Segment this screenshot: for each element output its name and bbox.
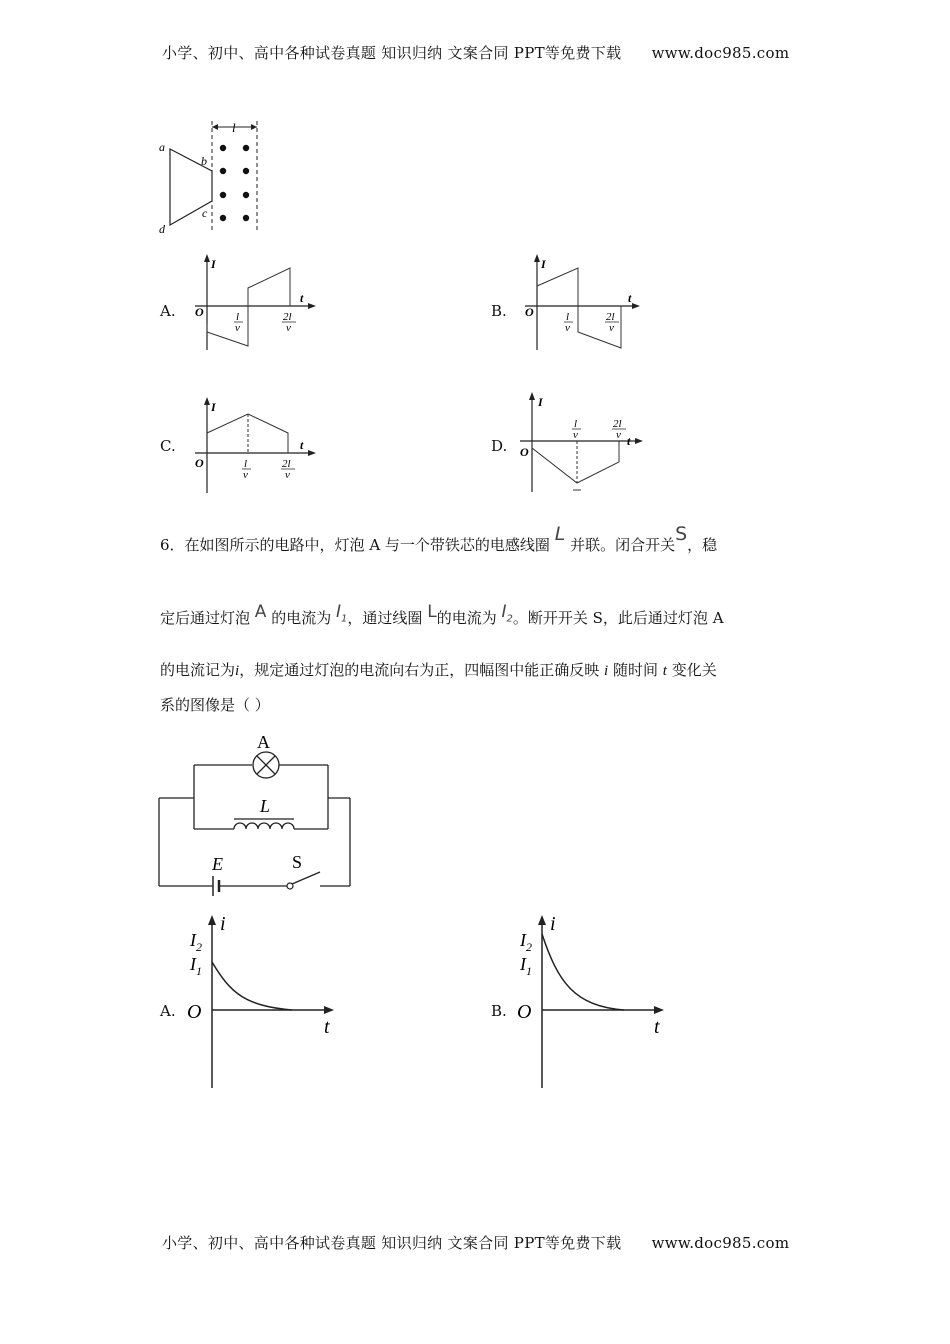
q6-option-b-label[interactable]: B. <box>491 1002 507 1020</box>
label-c: c <box>202 206 208 220</box>
header-site-link[interactable]: www.doc985.com <box>651 44 790 62</box>
prev-option-b-graph[interactable] <box>520 250 650 355</box>
svg-text:I: I <box>538 395 543 409</box>
question-6-line-2: 定后通过灯泡 A 的电流为 $I_1$，通过线圈 L的电流为 $I_2$。断开开关 S，此后通过灯泡 A <box>160 602 724 627</box>
svg-text:I2: $I_2$ <box>190 930 202 954</box>
footer-tagline: 小学、初中、高中各种试卷真题 知识归纳 文案合同 PPT等免费下载 <box>162 1234 622 1252</box>
prev-option-c-graph[interactable] <box>190 393 320 498</box>
svg-text:2l: 2l <box>613 418 622 430</box>
svg-text:O: O <box>517 1001 532 1023</box>
svg-text:t: t <box>628 291 632 305</box>
svg-text:I: I <box>211 400 216 414</box>
svg-text:l: l <box>236 311 240 323</box>
svg-text:v: v <box>243 469 248 481</box>
question-6-line-3: 的电流记为i，规定通过灯泡的电流向右为正，四幅图中能正确反映 i 随时间 t 变化关 <box>160 661 717 679</box>
prev-option-d-graph[interactable] <box>515 388 650 496</box>
svg-text:O: O <box>195 305 204 319</box>
header-tagline: 小学、初中、高中各种试卷真题 知识归纳 文案合同 PPT等免费下载 <box>162 44 622 62</box>
svg-text:t: t <box>627 434 631 448</box>
page-header <box>162 42 789 63</box>
inductor-coil-icon <box>234 823 294 829</box>
svg-text:I1: $I_1$ <box>190 954 202 978</box>
svg-text:i: i <box>220 913 226 935</box>
svg-text:l: l <box>244 458 248 470</box>
svg-text:t: t <box>300 291 304 305</box>
svg-text:v: v <box>573 429 578 441</box>
question-6-line-1: 6．在如图所示的电路中，灯泡 A 与一个带铁芯的电感线圈 L 并联。闭合开关S，稳 <box>160 523 718 554</box>
svg-text:I: I <box>211 257 216 271</box>
label-a: a <box>159 140 165 154</box>
label-d: d <box>159 222 165 236</box>
battery-label: E <box>212 854 223 874</box>
svg-text:I2: $I_2$ <box>520 930 532 954</box>
svg-text:v: v <box>616 429 621 441</box>
label-b: b <box>201 154 207 168</box>
lamp-label: A <box>257 732 270 752</box>
circuit-diagram <box>152 728 362 896</box>
svg-text:v: v <box>285 469 290 481</box>
loop-field-figure <box>150 115 280 240</box>
coil-label: L <box>260 796 271 816</box>
svg-text:2l: 2l <box>606 311 615 323</box>
prev-option-b-label[interactable]: B. <box>491 302 507 320</box>
prev-option-a-graph[interactable] <box>190 250 320 355</box>
svg-text:v: v <box>286 322 291 334</box>
width-label: l <box>232 120 236 135</box>
svg-text:2l: 2l <box>282 458 291 470</box>
svg-text:v: v <box>565 322 570 334</box>
svg-text:l: l <box>574 418 578 430</box>
svg-text:2l: 2l <box>283 311 292 323</box>
svg-text:t: t <box>324 1016 330 1038</box>
svg-text:O: O <box>525 305 534 319</box>
question-6-line-4: 系的图像是（ ） <box>160 696 270 714</box>
footer-site-link[interactable]: www.doc985.com <box>651 1234 790 1252</box>
prev-option-a-label[interactable]: A. <box>160 302 176 320</box>
svg-text:O: O <box>195 456 204 470</box>
svg-text:O: O <box>187 1001 202 1023</box>
svg-text:O: O <box>520 445 529 459</box>
q6-option-a-graph[interactable] <box>182 912 342 1092</box>
svg-text:v: v <box>235 322 240 334</box>
svg-text:v: v <box>609 322 614 334</box>
q6-option-b-graph[interactable] <box>512 912 672 1092</box>
svg-text:t: t <box>654 1016 660 1038</box>
prev-option-d-label[interactable]: D. <box>491 437 508 455</box>
svg-text:I1: $I_1$ <box>520 954 532 978</box>
prev-option-c-label[interactable]: C. <box>160 437 176 455</box>
svg-text:i: i <box>550 913 556 935</box>
switch-label: S <box>292 852 303 872</box>
page-footer <box>162 1232 789 1253</box>
svg-text:t: t <box>300 438 304 452</box>
svg-text:l: l <box>566 311 570 323</box>
field-dots <box>220 145 249 221</box>
q6-option-a-label[interactable]: A. <box>160 1002 176 1020</box>
svg-text:I: I <box>541 257 546 271</box>
